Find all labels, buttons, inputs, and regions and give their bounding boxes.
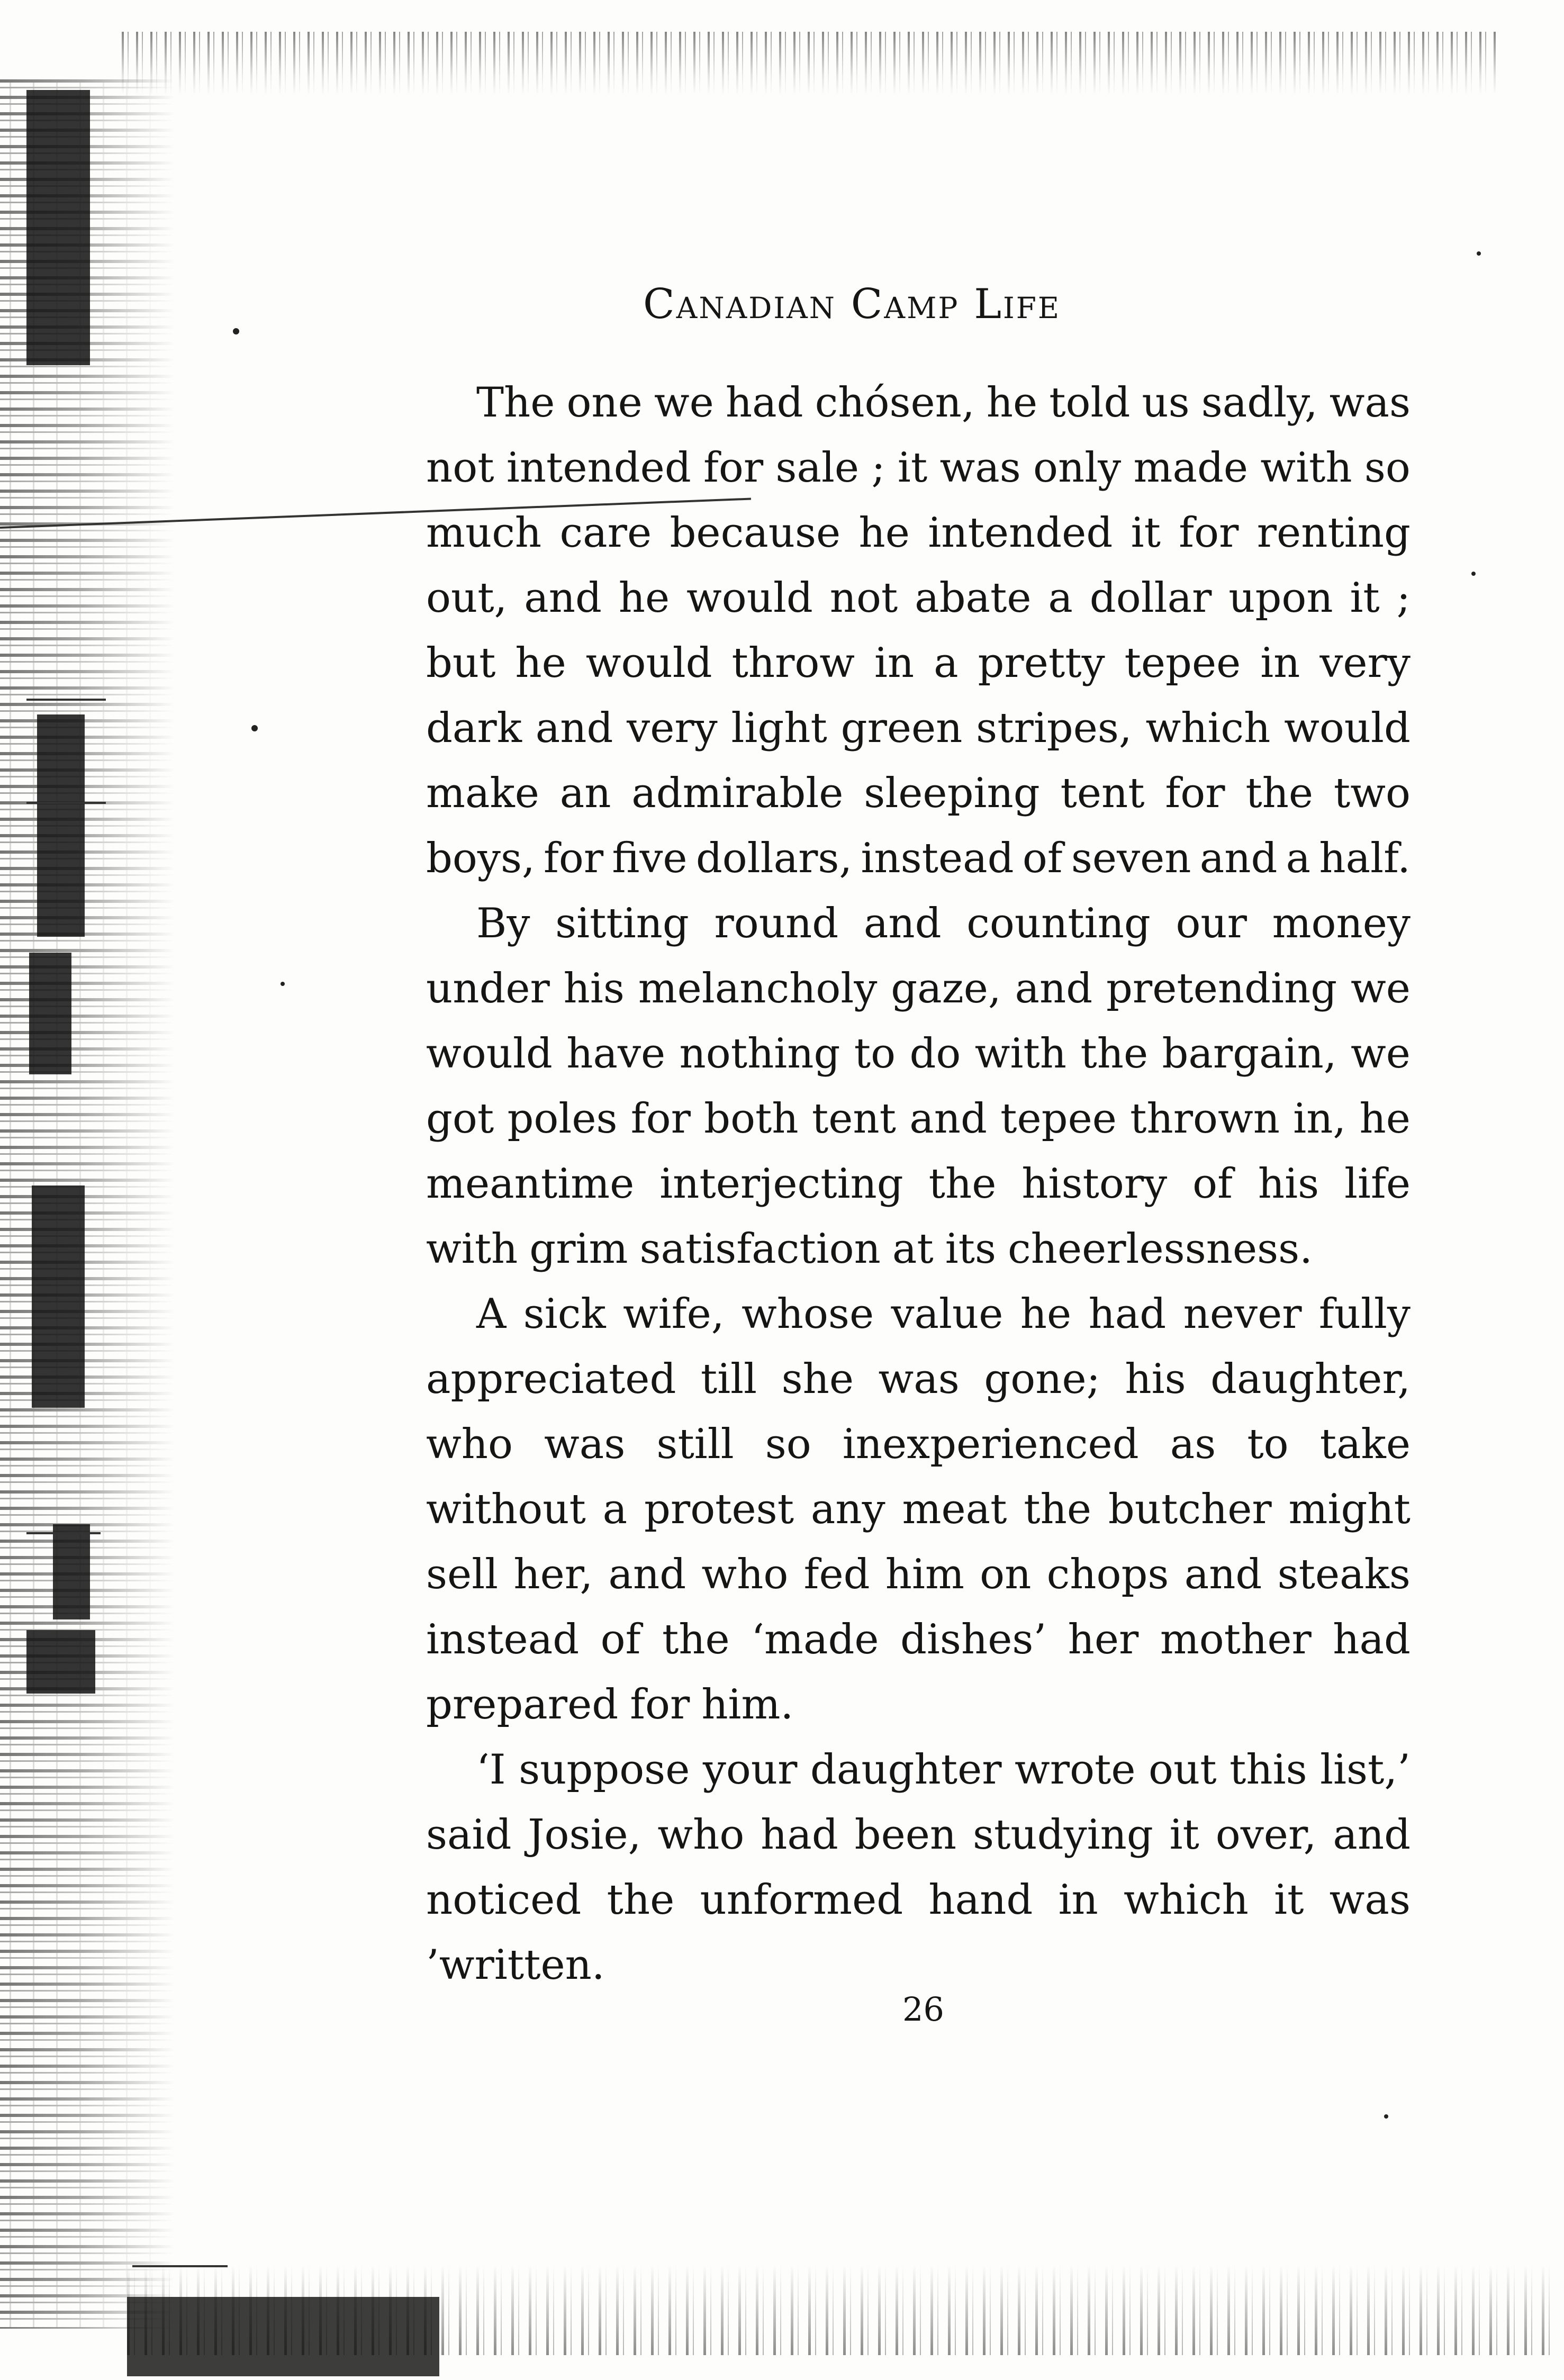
scan-speck — [251, 725, 258, 731]
text-line — [426, 1282, 1411, 1347]
stray-pen-line — [26, 699, 106, 701]
word: poles — [507, 1095, 618, 1143]
word: pretending — [1106, 965, 1337, 1012]
word: he — [1020, 1290, 1072, 1338]
scan-speck — [233, 328, 239, 334]
word: out, — [426, 574, 508, 622]
word: been — [854, 1811, 957, 1859]
word: chósen, — [815, 379, 975, 427]
word: ; — [871, 444, 885, 492]
word: for — [1165, 770, 1225, 817]
word: gone; — [984, 1355, 1100, 1403]
stray-pen-line — [26, 802, 106, 804]
word: without — [426, 1486, 586, 1533]
stray-pen-line — [26, 1532, 101, 1534]
word: much — [426, 509, 542, 557]
word: Josie, — [528, 1811, 641, 1859]
word: cheerlessness. — [1008, 1225, 1313, 1273]
word: and — [535, 704, 613, 752]
word: might — [1288, 1486, 1411, 1533]
word: sell — [426, 1551, 499, 1598]
word: him — [885, 1551, 964, 1598]
word: the — [607, 1876, 675, 1924]
word: counting — [966, 900, 1151, 947]
word: wife, — [623, 1290, 725, 1338]
word: got — [426, 1095, 494, 1143]
scan-blot — [26, 1630, 95, 1694]
word: had — [725, 379, 803, 427]
scan-blot — [26, 90, 90, 365]
word: five — [612, 835, 688, 882]
word: renting — [1256, 509, 1411, 557]
text-line — [426, 436, 1411, 501]
word: care — [559, 509, 652, 557]
word: to — [1247, 1420, 1289, 1468]
word: sitting — [555, 900, 689, 947]
word: very — [1319, 639, 1411, 687]
word: us — [1142, 379, 1190, 427]
word: instead — [861, 835, 1014, 882]
word: your — [702, 1746, 798, 1794]
word: dollars, — [695, 835, 853, 882]
word: would — [585, 639, 712, 687]
text-line — [426, 1217, 1411, 1282]
word: A — [476, 1290, 507, 1338]
word: satisfaction — [639, 1225, 881, 1273]
word: we — [1350, 1030, 1411, 1078]
word: was — [544, 1420, 626, 1468]
word: with — [974, 1030, 1066, 1078]
word: he — [858, 509, 910, 557]
word: suppose — [519, 1746, 690, 1794]
word: By — [476, 900, 530, 947]
word: in, — [1293, 1095, 1346, 1143]
word: unformed — [700, 1876, 903, 1924]
word: light — [731, 704, 827, 752]
scan-speck — [1384, 2114, 1388, 2119]
word: said — [426, 1811, 512, 1859]
word: make — [426, 770, 539, 817]
word: we — [1350, 965, 1411, 1012]
word: the — [1080, 1030, 1149, 1078]
word: and — [1333, 1811, 1411, 1859]
word: for — [544, 835, 604, 882]
word: told — [1049, 379, 1131, 427]
scan-blot — [53, 1524, 90, 1619]
word: tepee — [1124, 639, 1241, 687]
word: as — [1170, 1420, 1216, 1468]
word: of — [1192, 1160, 1233, 1208]
word: a — [934, 639, 959, 687]
word: dark — [426, 704, 522, 752]
word: green — [840, 704, 963, 752]
word: it — [897, 444, 928, 492]
word: was — [878, 1355, 960, 1403]
word: his — [563, 965, 625, 1012]
word: fully — [1318, 1290, 1411, 1338]
word: dishes’ — [900, 1616, 1047, 1663]
word: steaks — [1277, 1551, 1411, 1598]
word: stripes, — [976, 704, 1132, 752]
word: grim — [529, 1225, 628, 1273]
word: had — [761, 1811, 838, 1859]
word: tent — [811, 1095, 896, 1143]
scan-blot — [29, 953, 71, 1074]
word: sleeping — [864, 770, 1040, 817]
word: had — [1333, 1616, 1411, 1663]
word: with — [426, 1225, 518, 1273]
text-line — [426, 891, 1411, 956]
word: protest — [644, 1486, 794, 1533]
word: daughter, — [1210, 1355, 1411, 1403]
text-line — [426, 1933, 1411, 1998]
word: her — [1068, 1616, 1139, 1663]
word: it — [1350, 574, 1380, 622]
word: and — [1199, 835, 1278, 882]
word: two — [1333, 770, 1411, 817]
scan-edge-left — [0, 79, 175, 2329]
word: money — [1272, 900, 1411, 947]
word: take — [1319, 1420, 1411, 1468]
word: in — [1260, 639, 1300, 687]
word: mother — [1160, 1616, 1312, 1663]
word: would — [686, 574, 813, 622]
word: its — [945, 1225, 997, 1273]
word: the — [928, 1160, 997, 1208]
text-line — [426, 1412, 1411, 1477]
word: admirable — [631, 770, 844, 817]
text-line — [426, 1868, 1411, 1933]
word: with — [1260, 444, 1352, 492]
word: would — [1284, 704, 1411, 752]
word: and — [909, 1095, 987, 1143]
word: both — [704, 1095, 799, 1143]
word: never — [1183, 1290, 1302, 1338]
word: over, — [1215, 1811, 1317, 1859]
word: which — [1145, 704, 1271, 752]
word: tent — [1060, 770, 1145, 817]
word: intended — [506, 444, 691, 492]
word: for — [703, 444, 764, 492]
text-line — [426, 1477, 1411, 1542]
word: very — [627, 704, 718, 752]
scan-edge-top — [122, 32, 1498, 95]
text-line — [426, 631, 1411, 696]
word: interjecting — [659, 1160, 903, 1208]
word: for — [630, 1095, 691, 1143]
page-number: 26 — [902, 1990, 944, 2029]
text-line — [426, 1738, 1411, 1803]
word: and — [1015, 965, 1093, 1012]
word: would — [426, 1030, 553, 1078]
word: only — [1033, 444, 1122, 492]
word: our — [1176, 900, 1247, 947]
word: melancholy — [638, 965, 878, 1012]
word: he — [986, 379, 1038, 427]
word: was — [1329, 379, 1411, 427]
word: throw — [731, 639, 855, 687]
word: and — [863, 900, 942, 947]
word: his — [1258, 1160, 1319, 1208]
scan-blot — [127, 2297, 439, 2376]
text-line — [426, 1607, 1411, 1672]
running-head: Canadian Camp Life — [643, 280, 1061, 328]
stray-pen-line — [132, 2265, 228, 2267]
word: so — [765, 1420, 811, 1468]
word: life — [1344, 1160, 1411, 1208]
word: dollar — [1089, 574, 1212, 622]
scan-speck — [281, 982, 285, 986]
word: not — [426, 444, 494, 492]
text-line — [426, 761, 1411, 826]
word: an — [559, 770, 611, 817]
text-line — [426, 826, 1411, 891]
word: out — [1149, 1746, 1217, 1794]
word: appreciated — [426, 1355, 676, 1403]
word: bargain, — [1162, 1030, 1337, 1078]
word: had — [1088, 1290, 1167, 1338]
text-line — [426, 1542, 1411, 1607]
word: for — [1179, 509, 1239, 557]
word: instead — [426, 1616, 580, 1663]
word: the — [1245, 770, 1314, 817]
word: noticed — [426, 1876, 582, 1924]
word: list,’ — [1320, 1746, 1411, 1794]
word: inexperienced — [842, 1420, 1139, 1468]
word: sadly, — [1201, 379, 1318, 427]
word: so — [1364, 444, 1411, 492]
word: meantime — [426, 1160, 635, 1208]
word: history — [1021, 1160, 1168, 1208]
word: thrown — [1130, 1095, 1280, 1143]
text-line — [426, 1347, 1411, 1412]
word: The — [476, 379, 555, 427]
word: at — [892, 1225, 934, 1273]
word: on — [980, 1551, 1032, 1598]
text-line — [426, 370, 1411, 436]
word: he — [515, 639, 566, 687]
word: daughter — [810, 1746, 1002, 1794]
word: studying — [973, 1811, 1153, 1859]
word: any — [810, 1486, 885, 1533]
word: him. — [701, 1681, 794, 1729]
word: who — [657, 1811, 745, 1859]
word: he — [1359, 1095, 1411, 1143]
word: in — [1058, 1876, 1098, 1924]
word: intended — [928, 509, 1113, 557]
word: butcher — [1108, 1486, 1272, 1533]
body-text — [426, 370, 1411, 1998]
word: in — [874, 639, 915, 687]
text-line — [426, 501, 1411, 566]
word: still — [656, 1420, 734, 1468]
word: it — [1131, 509, 1161, 557]
word: ‘made — [751, 1616, 879, 1663]
scan-blot — [37, 714, 85, 937]
word: chops — [1046, 1551, 1169, 1598]
word: fed — [803, 1551, 870, 1598]
word: seven — [1071, 835, 1191, 882]
word: she — [781, 1355, 854, 1403]
word: do — [909, 1030, 961, 1078]
word: of — [600, 1616, 641, 1663]
word: under — [426, 965, 550, 1012]
word: ’written. — [426, 1941, 605, 1989]
word: till — [700, 1355, 757, 1403]
text-line — [426, 1152, 1411, 1217]
word: meat — [902, 1486, 1007, 1533]
word: but — [426, 639, 496, 687]
word: for — [630, 1681, 690, 1729]
word: nothing — [679, 1030, 840, 1078]
word: who — [701, 1551, 789, 1598]
word: the — [1024, 1486, 1092, 1533]
word: a — [1286, 835, 1311, 882]
word: this — [1229, 1746, 1307, 1794]
word: prepared — [426, 1681, 619, 1729]
word: abate — [915, 574, 1032, 622]
word: her, — [513, 1551, 593, 1598]
text-line — [426, 696, 1411, 761]
word: and — [1184, 1551, 1262, 1598]
word: have — [566, 1030, 666, 1078]
word: one — [566, 379, 643, 427]
word: round — [714, 900, 839, 947]
word: boys, — [426, 835, 535, 882]
word: sale — [775, 444, 860, 492]
word: to — [854, 1030, 896, 1078]
word: was — [1329, 1876, 1411, 1924]
word: of — [1022, 835, 1063, 882]
word: and — [608, 1551, 686, 1598]
word: and — [524, 574, 602, 622]
word: not — [829, 574, 898, 622]
word: the — [662, 1616, 730, 1663]
word: his — [1125, 1355, 1186, 1403]
word: whose — [741, 1290, 874, 1338]
text-line — [426, 566, 1411, 631]
word: a — [602, 1486, 628, 1533]
word: made — [1133, 444, 1249, 492]
word: because — [670, 509, 841, 557]
word: who — [426, 1420, 513, 1468]
word: it — [1169, 1811, 1199, 1859]
scan-blot — [32, 1186, 85, 1408]
word: wrote — [1015, 1746, 1136, 1794]
word: we — [654, 379, 714, 427]
word: sick — [523, 1290, 606, 1338]
word: gaze, — [891, 965, 1001, 1012]
word: it — [1274, 1876, 1304, 1924]
text-line — [426, 1672, 1411, 1738]
word: ‘I — [476, 1746, 506, 1794]
word: a — [1048, 574, 1073, 622]
text-line — [426, 1803, 1411, 1868]
word: which — [1124, 1876, 1249, 1924]
word: upon — [1228, 574, 1333, 622]
text-line — [426, 1087, 1411, 1152]
text-line — [426, 956, 1411, 1021]
text-line — [426, 1021, 1411, 1087]
word: pretty — [978, 639, 1105, 687]
word: half. — [1319, 835, 1411, 882]
word: value — [891, 1290, 1004, 1338]
word: ; — [1396, 574, 1411, 622]
word: was — [939, 444, 1021, 492]
word: he — [618, 574, 670, 622]
scan-speck — [1471, 572, 1476, 576]
scan-speck — [1477, 251, 1481, 256]
word: hand — [928, 1876, 1033, 1924]
word: tepee — [1000, 1095, 1117, 1143]
